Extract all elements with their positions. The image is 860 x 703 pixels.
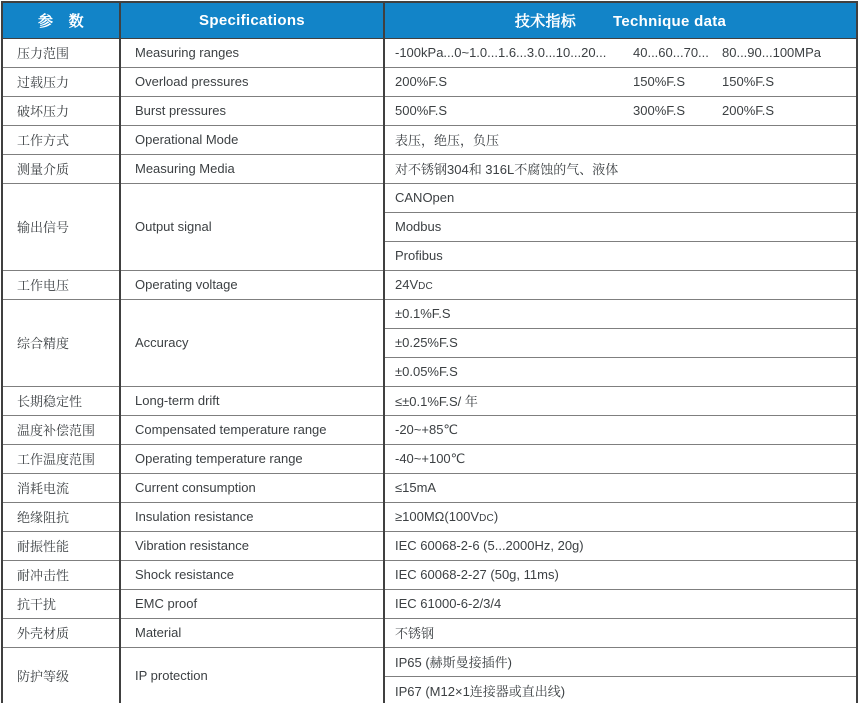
table-row [2,589,857,618]
value-cell: 表压，绝压，负压 [384,125,857,154]
value-columns [395,103,856,118]
spec-cell: Measuring ranges [120,38,384,67]
table-row [2,386,857,415]
param-cell: 防护等级 [2,647,120,703]
table-row [2,299,857,328]
param-cell: 破坏压力 [2,96,120,125]
spec-table [1,1,858,703]
value-cell: 不锈钢 [384,618,857,647]
spec-cell: Compensated temperature range [120,415,384,444]
table-row [2,183,857,212]
value-segment: 200%F.S [722,103,775,118]
value-cell: IEC 61000-6-2/3/4 [384,589,857,618]
value-text: 24V [395,277,419,292]
table-row [2,473,857,502]
spec-cell: EMC proof [120,589,384,618]
value-cell: -20~+85℃ [384,415,857,444]
value-columns [395,74,856,89]
spec-cell: Long-term drift [120,386,384,415]
table-row [2,531,857,560]
spec-cell: Shock resistance [120,560,384,589]
value-cell: CANOpen [384,183,857,212]
spec-cell: Vibration resistance [120,531,384,560]
param-cell: 测量介质 [2,154,120,183]
value-cell [384,96,857,125]
header-technique-en: Technique data [613,12,727,30]
value-subscript: DC [418,281,433,292]
value-segment: 40...60...70... [633,45,709,60]
value-cell: Modbus [384,212,857,241]
param-cell: 工作电压 [2,270,120,299]
param-cell: 综合精度 [2,299,120,386]
spec-cell: Operating voltage [120,270,384,299]
value-cell [384,270,857,299]
param-cell: 工作温度范围 [2,444,120,473]
spec-cell: Measuring Media [120,154,384,183]
value-text: ≥100MΩ(100V [395,509,480,524]
spec-cell: Output signal [120,183,384,270]
value-columns [395,45,856,60]
param-cell: 耐冲击性 [2,560,120,589]
value-segment: 300%F.S [633,103,686,118]
value-cell [384,38,857,67]
value-subscript: DC [479,513,494,524]
value-segment: 80...90...100MPa [722,45,822,60]
table-row [2,67,857,96]
value-segment: 150%F.S [633,74,686,89]
value-cell: ±0.25%F.S [384,328,857,357]
param-cell: 长期稳定性 [2,386,120,415]
value-cell: IP65 (赫斯曼接插件) [384,647,857,676]
table-row [2,560,857,589]
table-row [2,154,857,183]
value-cell [384,67,857,96]
table-row [2,38,857,67]
value-cell: Profibus [384,241,857,270]
spec-cell: Accuracy [120,299,384,386]
param-cell: 绝缘阻抗 [2,502,120,531]
value-cell: -40~+100℃ [384,444,857,473]
value-cell: ≤15mA [384,473,857,502]
table-row [2,502,857,531]
value-segment: 500%F.S [395,103,448,118]
param-cell: 抗干扰 [2,589,120,618]
header-technique-data [384,2,857,38]
value-cell: ±0.05%F.S [384,357,857,386]
table-row [2,96,857,125]
spec-cell: Current consumption [120,473,384,502]
param-cell: 工作方式 [2,125,120,154]
spec-cell: Insulation resistance [120,502,384,531]
param-cell: 输出信号 [2,183,120,270]
param-cell: 压力范围 [2,38,120,67]
table-row [2,125,857,154]
param-cell: 耐振性能 [2,531,120,560]
table-row [2,270,857,299]
value-segment: -100kPa...0~1.0...1.6...3.0...10...20... [395,45,607,60]
table-row [2,618,857,647]
value-cell: ±0.1%F.S [384,299,857,328]
spec-cell: Operating temperature range [120,444,384,473]
spec-cell: Material [120,618,384,647]
table-row [2,647,857,676]
header-param: 参 数 [2,2,120,38]
param-cell: 消耗电流 [2,473,120,502]
spec-cell: IP protection [120,647,384,703]
table-row [2,415,857,444]
value-cell: IEC 60068-2-27 (50g, 11ms) [384,560,857,589]
spec-cell: Operational Mode [120,125,384,154]
header-row [2,2,857,38]
value-cell: 对不锈钢304和 316L不腐蚀的气、液体 [384,154,857,183]
value-cell: ≤±0.1%F.S/ 年 [384,386,857,415]
value-cell: IEC 60068-2-6 (5...2000Hz, 20g) [384,531,857,560]
value-cell [384,502,857,531]
value-segment: 200%F.S [395,74,448,89]
param-cell: 外壳材质 [2,618,120,647]
spec-cell: Overload pressures [120,67,384,96]
header-specifications: Specifications [120,2,384,38]
value-segment: 150%F.S [722,74,775,89]
header-technique-zh: 技术指标 [514,12,577,30]
table-row [2,444,857,473]
param-cell: 温度补偿范围 [2,415,120,444]
value-text: ) [493,509,499,524]
value-cell: IP67 (M12×1连接器或直出线) [384,676,857,703]
spec-cell: Burst pressures [120,96,384,125]
param-cell: 过载压力 [2,67,120,96]
